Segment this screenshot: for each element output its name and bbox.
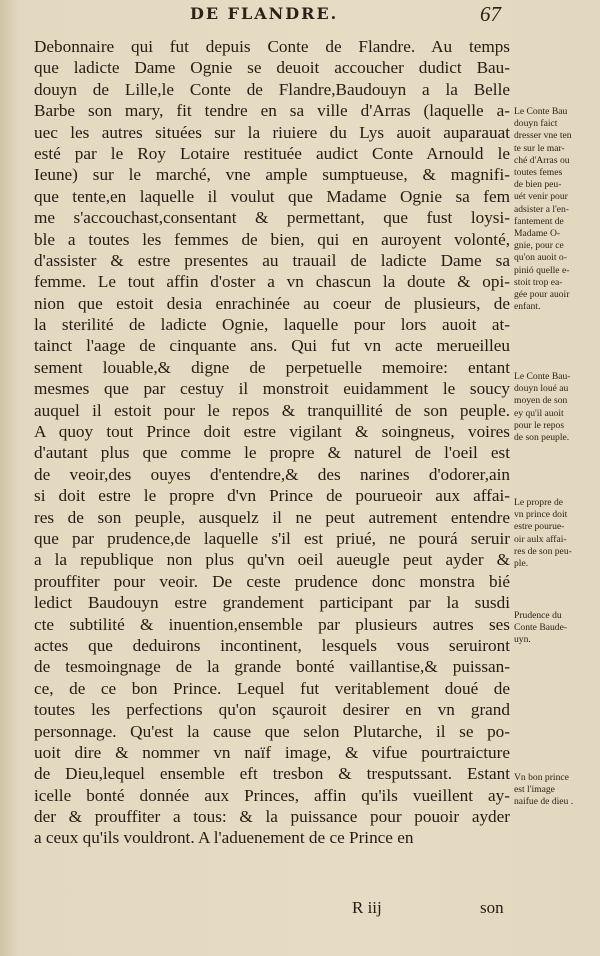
text-line: d'assister & estre presentes au trauail de ladicte Dame sa	[34, 250, 510, 270]
catchword: son	[480, 898, 504, 917]
text-line: que tente,en laquelle il voulut que Madame Ognie sa fem	[34, 186, 510, 206]
text-line: tainct l'aage de cinquante ans. Qui fut vn acte merueilleu	[34, 336, 510, 356]
margin-note-line: gée pour auoir	[514, 289, 570, 301]
text-line: A quoy tout Prince doit estre vigilant & soingneus, voires	[34, 422, 510, 442]
text-line: Ieune) sur le marché, vne ample sumptueuse, & magnifi-	[34, 165, 510, 185]
text-line: a la republique non plus qu'vn oeil aueugle peut ayder &	[34, 550, 510, 570]
text-line: d'autant plus que comme le propre & naturel de l'oeil est	[34, 443, 510, 463]
margin-notes	[514, 0, 596, 956]
margin-note-line: Le propre de	[514, 497, 564, 508]
margin-note-line: oir aulx affai-	[514, 533, 567, 545]
margin-note-line: uét venir pour	[514, 191, 568, 203]
margin-note-line: de bien peu-	[514, 179, 562, 191]
margin-note-line: toutes femes	[514, 167, 563, 179]
text-line: Debonnaire qui fut depuis Conte de Flandre. Au temps	[34, 37, 510, 56]
text-line: de tesmoingnage de la grande bonté vaillantise,& puissan-	[34, 657, 510, 677]
text-line: personnage. Qu'est la cause que selon Plutarche, il se po-	[34, 721, 510, 741]
text-line: der & prouffiter a tous: & la puissance pour pouoir ayder	[34, 807, 510, 827]
margin-note	[514, 106, 596, 313]
text-line: Barbe son mary, fit tendre en sa ville d'Arras (laquelle a-	[34, 101, 510, 121]
text-line: ble a toutes les femmes de bien, qui en auroyent volonté,	[34, 229, 510, 249]
margin-note-line: est l'image	[514, 784, 555, 796]
margin-note-line: vn prince doit	[514, 509, 568, 521]
text-line: a ceux qu'ils vouldront. A l'aduenement de ce Prince en	[34, 828, 414, 848]
margin-note-line: gnie, pour ce	[514, 240, 564, 252]
margin-note-line: Le Conte Bau-	[514, 371, 571, 382]
margin-note-line: ey qu'il auoit	[514, 407, 564, 419]
margin-note-line: naifue de dieu .	[514, 796, 574, 808]
running-head: DE FLANDRE.	[190, 4, 339, 23]
margin-note-line: ché d'Arras ou	[514, 154, 570, 166]
text-line: mesmes que par cestuy il monstroit euidamment le soucy	[34, 379, 510, 399]
margin-note-line: res de son peu-	[514, 545, 572, 557]
text-line: la sterilité de ladicte Ognie, laquelle pour lors auoit at-	[34, 315, 510, 335]
margin-note-line: Prudence du	[514, 610, 562, 621]
text-line: ledict Baudouyn estre grandement participant par la susdi	[34, 593, 510, 613]
signature-mark: R iij	[352, 898, 382, 917]
margin-note-line: douyn faict	[514, 118, 558, 130]
text-line: toutes les perfections qu'on sçauroit desirer en vn grand	[34, 700, 510, 720]
text-line: que ladicte Dame Ognie se deuoit accoucher dudict Bau-	[34, 58, 510, 78]
text-line: auquel il estoit pour le repos & tranquillité de son peuple.	[34, 400, 510, 420]
margin-note-line: Conte Baude-	[514, 622, 568, 634]
margin-note	[514, 371, 596, 444]
text-line: prouffiter pour veoir. De ceste prudence donc monstra bié	[34, 571, 510, 591]
margin-note-line: ple.	[514, 558, 529, 570]
text-line: si doit estre le propre d'vn Prince de pourueoir aux affai-	[34, 486, 510, 506]
margin-note-line: estre pourue-	[514, 521, 565, 533]
text-line: actes que deduirons incontinent, lesquels vous seruiront	[34, 635, 510, 655]
text-line: cte subtilité & inuention,ensemble par plusieurs autres ses	[34, 614, 510, 634]
margin-note-line: pour le repos	[514, 419, 565, 431]
margin-note-line: pinió quelle e-	[514, 264, 570, 276]
page-number: 67	[480, 2, 501, 26]
margin-note	[514, 610, 596, 647]
margin-note-line: dresser vne ten	[514, 130, 572, 142]
text-line: de Dieu,lequel ensemble eft tresbon & tresputssant. Estant	[34, 764, 510, 784]
text-line: icelle bonté donnée aux Princes, affin qu'ils vueillent ay-	[34, 785, 510, 805]
margin-note-line: Madame O-	[514, 228, 561, 240]
text-line: uec les autres situées sur la riuiere du Lys auoit auparauat	[34, 122, 510, 142]
margin-note-line: moyen de son	[514, 395, 568, 407]
margin-note	[514, 772, 596, 809]
margin-note-line: de son peuple.	[514, 432, 570, 444]
margin-note-line: qu'on auoit o-	[514, 252, 567, 264]
margin-note-line: enfant.	[514, 301, 541, 313]
text-line: uoit dire & nommer vn naïf image, & vifue pourtraicture	[34, 742, 510, 762]
margin-note-line: stoit trop ea-	[514, 276, 563, 288]
text-line: nion que estoit desia enrachinée au coeur de plusieurs, de	[34, 293, 510, 313]
margin-note	[514, 497, 596, 570]
text-line: esté par le Roy Lotaire restituée audict Conte Arnould le	[34, 143, 510, 163]
margin-note-line: Vn bon prince	[514, 772, 569, 783]
text-line: res de son peuple, ausquelz il ne peut autrement entendre	[34, 507, 510, 527]
margin-note-line: Le Conte Bau	[514, 106, 568, 117]
text-line: me s'accouchast,consentant & permettant, que fust loysi-	[34, 208, 510, 228]
text-line: de veoir,des ouyes d'entendre,& des narines d'odorer,ain	[34, 464, 510, 484]
text-line: femme. Le tout affin d'oster a vn chascun la doute & opi-	[34, 272, 510, 292]
text-line: que par prudence,de laquelle s'il est priué, ne pourá seruir	[34, 528, 510, 548]
margin-note-line: adsister a l'en-	[514, 203, 570, 215]
page-header	[60, 4, 580, 30]
text-line: douyn de Lille,le Conte de Flandre,Baudouyn a la Belle	[34, 79, 510, 99]
text-line: sement louable,& digne de perpetuelle memoire: entant	[34, 357, 510, 377]
margin-note-line: te sur le mar-	[514, 142, 565, 154]
margin-note-line: uyn.	[514, 634, 531, 646]
margin-note-line: douyn loué au	[514, 383, 569, 395]
body-text	[34, 36, 510, 849]
text-line: ce, de ce bon Prince. Lequel fut veritablement doué de	[34, 678, 510, 698]
margin-note-line: fantement de	[514, 215, 564, 227]
